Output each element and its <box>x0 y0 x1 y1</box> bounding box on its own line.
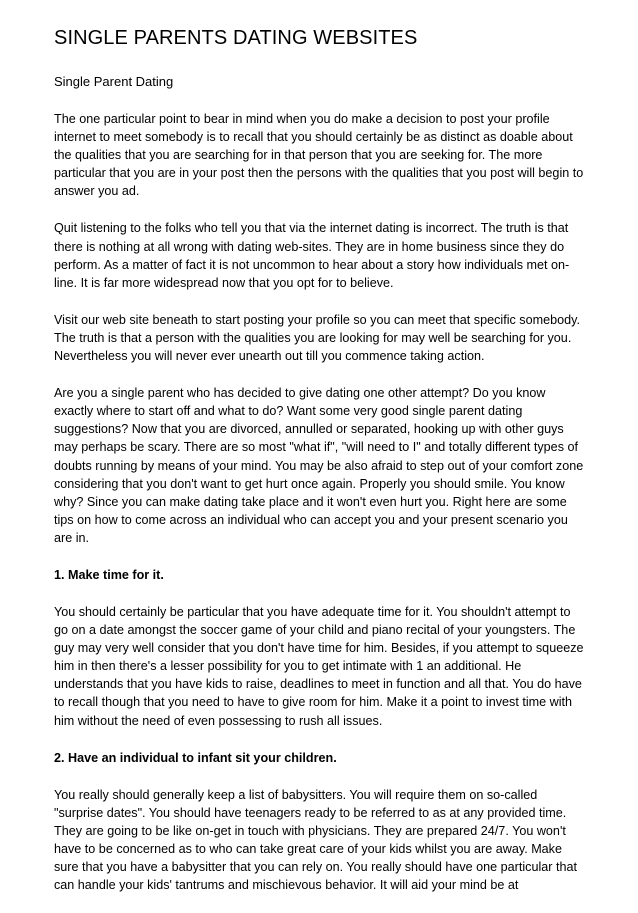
document-page <box>54 26 588 913</box>
section-heading-make-time: 1. Make time for it. <box>54 567 164 582</box>
page-subtitle: Single Parent Dating <box>54 74 174 89</box>
paragraph-make-time: You should certainly be particular that you have adequate time for it. You shouldn't attempt to go on a date amongst the soccer game of your child and piano recital of your youngsters. The guy may very well consider that you don't have time for him. Besides, if you attempt to squeeze him in then there's a lesser possibility for you to get intimate with 1 an additional. He understands that you have kids to raise, deadlines to meet in function and all that. You do have to recall though that you need to have to give room for him. Make it a point to invest time with him without the need of even possessing to rush all issues. <box>54 604 584 728</box>
section-heading-babysitter: 2. Have an individual to infant sit your children. <box>54 750 337 765</box>
paragraph-babysitter: You really should generally keep a list of babysitters. You will require them on so-called "surprise dates". You should have teenagers ready to be referred to as at any provided time. They are going to be like on-get in touch with physicians. They are prepared 24/7. You won't have to be concerned as to who can take great care of your kids whilst you are away. Make sure that you have a babysitter that you can rely on. You really should have one particular that can handle your kids' tantrums and mischievous behavior. It will aid your mind be at <box>54 787 577 893</box>
paragraph-quit-listening: Quit listening to the folks who tell you that via the internet dating is incorrect. The truth is that there is nothing at all wrong with dating web-sites. They are in home business since they do perform. As a matter of fact it is not uncommon to hear about a story how individuals met on-line. It is far more widespread now that you opt for to believe. <box>54 221 570 290</box>
page-title: SINGLE PARENTS DATING WEBSITES <box>54 27 418 49</box>
paragraph-intro: The one particular point to bear in mind when you do make a decision to post your profile internet to meet somebody is to recall that you should certainly be as distinct as doable about the qualities that you are searching for in that person that you are seeking for. The more particular that you are in your post then the persons with the qualities that you post will begin to answer you ad. <box>54 112 584 199</box>
paragraph-visit-site: Visit our web site beneath to start posting your profile so you can meet that specific somebody. The truth is that a person with the qualities you are looking for may well be searching for you. Nevertheless you will never ever unearth out till you commence taking action. <box>54 312 580 364</box>
paragraph-single-parent: Are you a single parent who has decided to give dating one other attempt? Do you know exactly where to start off and what to do? Want some very good single parent dating suggestions? Now that you are divorced, annulled or separated, hooking up with other guys may perhaps be scary. There are so most "what if", "will need to I" and totally different types of doubts running by means of your mind. You may be also afraid to step out of your comfort zone considering that you don't want to get hurt once again. Properly you should smile. You know why? Since you can make dating take place and it won't even hurt you. Right here are some tips on how to come across an individual who can accept you and your present scenario you are in. <box>54 386 584 545</box>
